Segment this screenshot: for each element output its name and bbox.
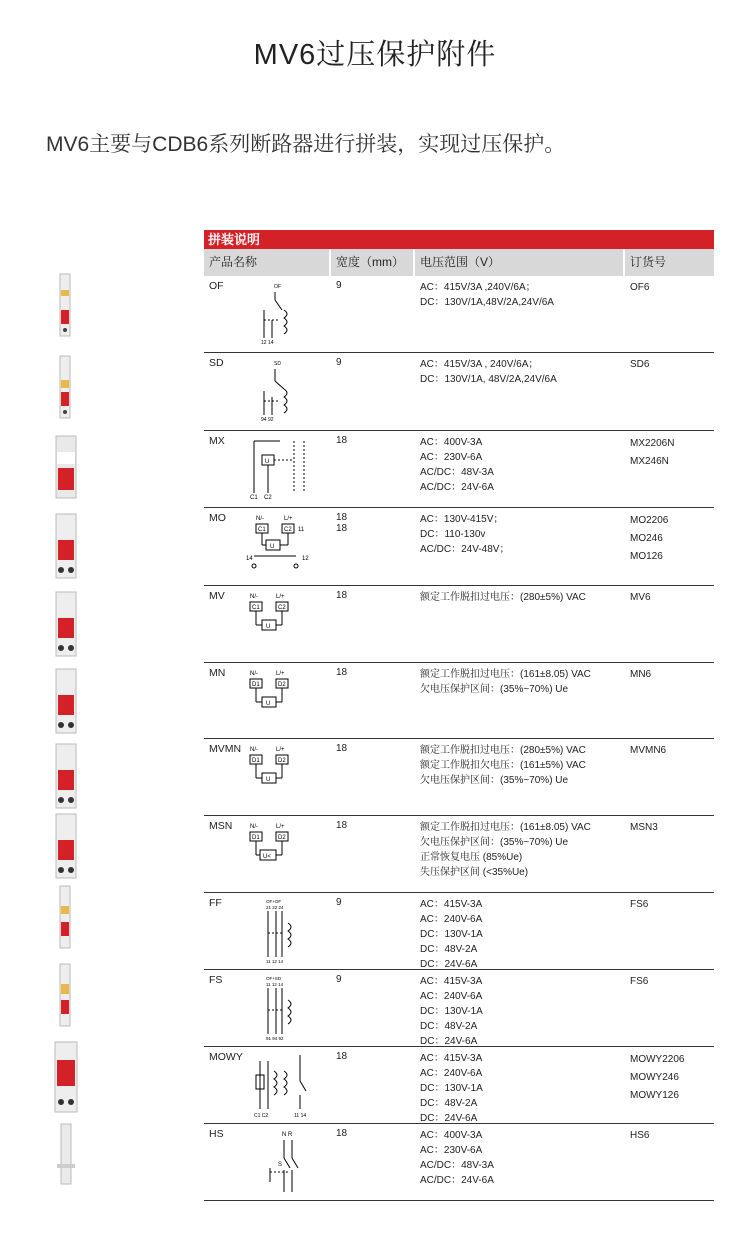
- wiring-diagram-msn: [244, 820, 304, 873]
- voltage-line: DC：130V-1A: [420, 929, 483, 940]
- voltage-line: DC：48V-2A: [420, 1098, 478, 1109]
- voltage-line: AC：415V-3A: [420, 1053, 483, 1064]
- order-number: FS6: [630, 899, 649, 910]
- product-name-cell: [204, 276, 331, 352]
- voltage-range-cell: [415, 1047, 625, 1123]
- wiring-diagram-mvmn: [244, 743, 304, 796]
- voltage-range-cell: [415, 353, 625, 430]
- svg-text:N/-: N/-: [256, 516, 264, 522]
- voltage-range-cell: [415, 508, 625, 585]
- svg-text:D2: D2: [278, 758, 286, 764]
- product-name-cell: [204, 431, 331, 507]
- voltage-line: AC：230V-6A: [420, 1145, 483, 1156]
- col-header-order: 订货号: [630, 255, 667, 269]
- product-name: MSN: [209, 820, 233, 832]
- svg-text:L/+: L/+: [276, 747, 285, 753]
- thumb-ff: [52, 882, 82, 952]
- svg-text:N/-: N/-: [250, 747, 258, 753]
- order-number: MO246: [630, 533, 663, 544]
- svg-text:N/-: N/-: [250, 594, 258, 600]
- voltage-range-cell: [415, 276, 625, 352]
- svg-text:C2: C2: [264, 495, 272, 501]
- svg-text:12: 12: [302, 556, 309, 562]
- table-header-row: [204, 249, 714, 276]
- voltage-line: DC：130V-1A: [420, 1083, 483, 1094]
- svg-text:L/+: L/+: [276, 824, 285, 830]
- voltage-line: AC：240V-6A: [420, 991, 483, 1002]
- width-cell: 18 18: [336, 512, 348, 534]
- voltage-line: AC：240V-6A: [420, 1068, 483, 1079]
- svg-text:C2: C2: [278, 605, 286, 611]
- order-number-cell: [625, 893, 714, 969]
- svg-text:OF: OF: [274, 284, 281, 290]
- product-name-cell: [204, 586, 331, 662]
- width-cell: 18: [336, 1128, 348, 1139]
- svg-text:OF+SD: OF+SD: [266, 976, 282, 981]
- order-number: MO126: [630, 551, 663, 562]
- svg-text:D1: D1: [252, 758, 260, 764]
- svg-text:14: 14: [246, 556, 253, 562]
- svg-text:U: U: [266, 701, 271, 707]
- svg-text:C1: C1: [258, 527, 266, 533]
- voltage-line: AC/DC：24V-48V；: [420, 544, 510, 555]
- product-name-cell: [204, 893, 331, 969]
- voltage-line: DC：130V/1A, 48V/2A,24V/6A: [420, 374, 557, 385]
- wiring-diagram-mo: [244, 512, 316, 581]
- order-number: MOWY126: [630, 1090, 679, 1101]
- order-number-cell: [625, 739, 714, 815]
- voltage-range-cell: [415, 970, 625, 1046]
- order-number: SD6: [630, 359, 650, 370]
- order-number-cell: [625, 508, 714, 585]
- product-name: MVMN: [209, 743, 242, 755]
- product-name-cell: [204, 739, 331, 815]
- order-number: MV6: [630, 592, 651, 603]
- svg-text:SD: SD: [274, 361, 281, 367]
- svg-text:U<: U<: [263, 854, 271, 860]
- voltage-line: 额定工作脱扣过电压：(161±8.05) VAC: [420, 822, 591, 833]
- product-name-cell: [204, 663, 331, 738]
- voltage-line: AC：415V-3A: [420, 899, 483, 910]
- voltage-line: AC：400V-3A: [420, 437, 483, 448]
- width-cell: 18: [336, 667, 348, 678]
- product-name: FS: [209, 974, 223, 986]
- table-row: [204, 431, 714, 508]
- product-name: OF: [209, 280, 224, 292]
- table-row: [204, 663, 714, 739]
- voltage-line: AC/DC：24V-6A: [420, 482, 494, 493]
- svg-text:11 12 14: 11 12 14: [266, 959, 284, 964]
- voltage-range-cell: [415, 586, 625, 662]
- intro-text: MV6主要与CDB6系列断路器进行拼装，实现过压保护。: [46, 133, 566, 156]
- voltage-range-cell: [415, 816, 625, 892]
- thumb-of: [52, 270, 82, 340]
- product-name: SD: [209, 357, 224, 369]
- voltage-line: AC：415V-3A: [420, 976, 483, 987]
- voltage-line: 额定工作脱扣过电压：(280±5%) VAC: [420, 745, 586, 756]
- wiring-diagram-sd: [244, 357, 304, 426]
- table-row: [204, 970, 714, 1047]
- svg-text:91 94 92: 91 94 92: [266, 1036, 284, 1041]
- product-name: MV: [209, 590, 225, 602]
- order-number-cell: [625, 431, 714, 507]
- svg-text:OF+OF: OF+OF: [266, 899, 282, 904]
- order-number: FS6: [630, 976, 649, 987]
- order-number: MX2206N: [630, 438, 675, 449]
- voltage-range-cell: [415, 739, 625, 815]
- voltage-line: DC：130V/1A,48V/2A,24V/6A: [420, 297, 554, 308]
- svg-text:D2: D2: [278, 835, 286, 841]
- assembly-table: [204, 230, 714, 1201]
- product-name: MX: [209, 435, 225, 447]
- width-cell: 18: [336, 743, 348, 754]
- voltage-line: DC：24V-6A: [420, 959, 478, 970]
- voltage-line: 正常恢复电压 (85%Ue): [420, 852, 523, 863]
- thumb-mowy: [52, 1038, 82, 1116]
- product-name-cell: [204, 1124, 331, 1200]
- wiring-diagram-mowy: [244, 1051, 316, 1122]
- voltage-line: DC：24V-6A: [420, 1113, 478, 1124]
- wiring-diagram-mn: [244, 667, 304, 720]
- order-number-cell: [625, 1047, 714, 1123]
- order-number-cell: [625, 353, 714, 430]
- svg-text:94 92: 94 92: [261, 417, 274, 423]
- product-name-cell: [204, 353, 331, 430]
- product-name: MO: [209, 512, 226, 524]
- order-number: HS6: [630, 1130, 650, 1141]
- table-section-title: 拼装说明: [204, 230, 714, 249]
- svg-text:L/+: L/+: [284, 516, 293, 522]
- svg-text:N/-: N/-: [250, 671, 258, 677]
- voltage-line: 额定工作脱扣过电压：(280±5%) VAC: [420, 592, 586, 603]
- voltage-line: 欠电压保护区间：(35%~70%) Ue: [420, 684, 569, 695]
- table-row: [204, 276, 714, 353]
- voltage-range-cell: [415, 1124, 625, 1200]
- thumb-mo: [52, 510, 82, 582]
- order-number-cell: [625, 663, 714, 738]
- voltage-line: 失压保护区间 (<35%Ue): [420, 867, 529, 878]
- width-cell: 9: [336, 357, 342, 368]
- order-number-cell: [625, 586, 714, 662]
- wiring-diagram-mv: [244, 590, 304, 643]
- svg-text:L/+: L/+: [276, 671, 285, 677]
- wiring-diagram-ff: [244, 897, 304, 968]
- voltage-line: DC：110-130v: [420, 529, 486, 540]
- order-number: MN6: [630, 669, 652, 680]
- svg-text:C1 C2: C1 C2: [254, 1113, 269, 1119]
- voltage-line: DC：24V-6A: [420, 1036, 478, 1047]
- wiring-diagram-of: [244, 280, 304, 349]
- order-number-cell: [625, 816, 714, 892]
- table-row: [204, 508, 714, 586]
- svg-text:N/-: N/-: [250, 824, 258, 830]
- svg-text:N R: N R: [282, 1132, 293, 1138]
- order-number-cell: [625, 970, 714, 1046]
- voltage-line: AC/DC：24V-6A: [420, 1175, 494, 1186]
- voltage-range-cell: [415, 663, 625, 738]
- wiring-diagram-mx: [244, 435, 316, 504]
- voltage-line: AC：240V-6A: [420, 914, 483, 925]
- thumb-msn: [52, 810, 82, 882]
- thumb-mv: [52, 588, 82, 660]
- table-body: [204, 276, 714, 1201]
- col-header-name: 产品名称: [204, 249, 331, 276]
- svg-text:U: U: [265, 459, 270, 465]
- width-cell: 18: [336, 820, 348, 831]
- svg-text:U: U: [266, 624, 271, 630]
- order-number: MVMN6: [630, 745, 667, 756]
- voltage-line: AC/DC：48V-3A: [420, 467, 494, 478]
- thumb-fs: [52, 960, 82, 1030]
- order-number-cell: [625, 1124, 714, 1200]
- table-row: [204, 816, 714, 893]
- width-cell: 18: [336, 590, 348, 601]
- order-number: MOWY2206: [630, 1054, 685, 1065]
- table-row: [204, 586, 714, 663]
- thumb-mn: [52, 665, 82, 737]
- voltage-line: AC/DC：48V-3A: [420, 1160, 494, 1171]
- product-name: FF: [209, 897, 222, 909]
- voltage-line: 欠电压保护区间：(35%~70%) Ue: [420, 837, 569, 848]
- svg-text:L/+: L/+: [276, 594, 285, 600]
- order-number: MOWY246: [630, 1072, 679, 1083]
- product-name-cell: [204, 508, 331, 585]
- table-row: [204, 353, 714, 431]
- col-header-width: 宽度（mm）: [331, 249, 415, 276]
- voltage-range-cell: [415, 431, 625, 507]
- voltage-line: AC：230V-6A: [420, 452, 483, 463]
- table-row: [204, 1047, 714, 1124]
- voltage-range-cell: [415, 893, 625, 969]
- thumb-mx: [52, 432, 82, 502]
- col-header-voltage: 电压范围（V）: [415, 249, 625, 276]
- product-name: HS: [209, 1128, 224, 1140]
- width-cell: 9: [336, 897, 342, 908]
- svg-text:C1: C1: [250, 495, 258, 501]
- svg-text:12 14: 12 14: [261, 340, 274, 346]
- order-number: MX246N: [630, 456, 669, 467]
- svg-text:11: 11: [298, 527, 305, 533]
- width-cell: 9: [336, 280, 342, 291]
- svg-text:11 14: 11 14: [294, 1113, 307, 1119]
- voltage-line: 额定工作脱扣过电压：(161±8.05) VAC: [420, 669, 591, 680]
- width-cell: 18: [336, 1051, 348, 1062]
- svg-text:D1: D1: [252, 682, 260, 688]
- table-row: [204, 1124, 714, 1201]
- product-name: MN: [209, 667, 226, 679]
- order-number: MSN3: [630, 822, 658, 833]
- svg-text:D1: D1: [252, 835, 260, 841]
- voltage-line: 额定工作脱扣欠电压：(161±5%) VAC: [420, 760, 586, 771]
- svg-text:U: U: [266, 777, 271, 783]
- product-name: MOWY: [209, 1051, 243, 1063]
- svg-text:S: S: [278, 1162, 283, 1168]
- product-name-cell: [204, 1047, 331, 1123]
- thumb-sd: [52, 352, 82, 422]
- voltage-line: AC：415V/3A ,240V/6A；: [420, 282, 536, 293]
- voltage-line: AC：400V-3A: [420, 1130, 483, 1141]
- svg-text:21 22 24: 21 22 24: [266, 905, 284, 910]
- table-row: [204, 739, 714, 816]
- order-number: OF6: [630, 282, 650, 293]
- voltage-line: 欠电压保护区间：(35%~70%) Ue: [420, 775, 569, 786]
- width-cell: 18: [336, 435, 348, 446]
- page-title: MV6过压保护附件: [253, 39, 497, 71]
- width-cell: 9: [336, 974, 342, 985]
- svg-text:C2: C2: [284, 527, 292, 533]
- voltage-line: DC：48V-2A: [420, 944, 478, 955]
- table-row: [204, 893, 714, 970]
- voltage-line: DC：48V-2A: [420, 1021, 478, 1032]
- voltage-line: DC：130V-1A: [420, 1006, 483, 1017]
- svg-text:U: U: [270, 544, 275, 550]
- svg-text:11 12 14: 11 12 14: [266, 982, 284, 987]
- product-name-cell: [204, 970, 331, 1046]
- voltage-line: AC：415V/3A , 240V/6A；: [420, 359, 539, 370]
- thumb-mvmn: [52, 740, 82, 812]
- svg-text:C1: C1: [252, 605, 260, 611]
- wiring-diagram-hs: [244, 1128, 304, 1199]
- wiring-diagram-fs: [244, 974, 304, 1045]
- thumb-hs: [52, 1120, 82, 1192]
- voltage-line: AC：130V-415V；: [420, 514, 504, 525]
- order-number: MO2206: [630, 515, 669, 526]
- product-name-cell: [204, 816, 331, 892]
- svg-text:D2: D2: [278, 682, 286, 688]
- order-number-cell: [625, 276, 714, 352]
